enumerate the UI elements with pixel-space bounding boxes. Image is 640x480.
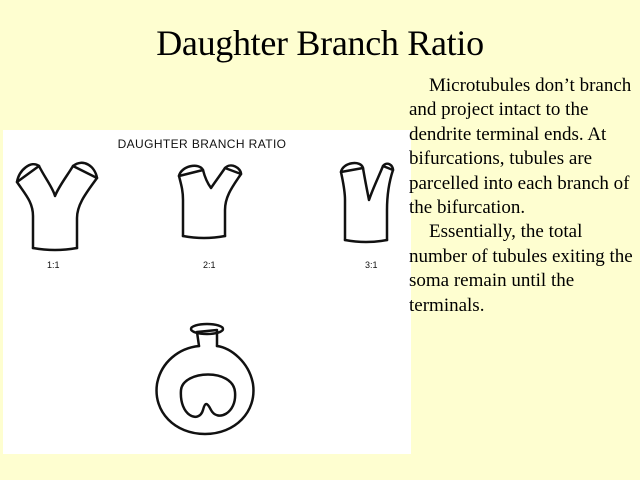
bifurcation-3-1 bbox=[341, 163, 393, 242]
ratio-label-2-1: 2:1 bbox=[203, 260, 216, 270]
figure-heading: DAUGHTER BRANCH RATIO bbox=[117, 137, 287, 151]
branch-diagram-svg bbox=[3, 130, 411, 454]
bifurcation-1-1 bbox=[17, 163, 97, 250]
paragraph-total-tubules: Essentially, the total number of tubules exiting the soma remain until the terminals. bbox=[409, 221, 633, 316]
branch-ratio-figure bbox=[3, 130, 411, 454]
bifurcation-2-1 bbox=[179, 166, 241, 238]
soma-cell bbox=[157, 324, 254, 434]
slide-title: Daughter Branch Ratio bbox=[156, 23, 484, 63]
ratio-label-3-1: 3:1 bbox=[365, 260, 378, 270]
paragraph-microtubules: Microtubules don’t branch and project intact to the dendrite terminal ends. At bifurcations, tubules are parcelled into each branch of the bifurcation. bbox=[409, 75, 632, 219]
ratio-label-1-1: 1:1 bbox=[47, 260, 60, 270]
body-text bbox=[409, 74, 637, 318]
